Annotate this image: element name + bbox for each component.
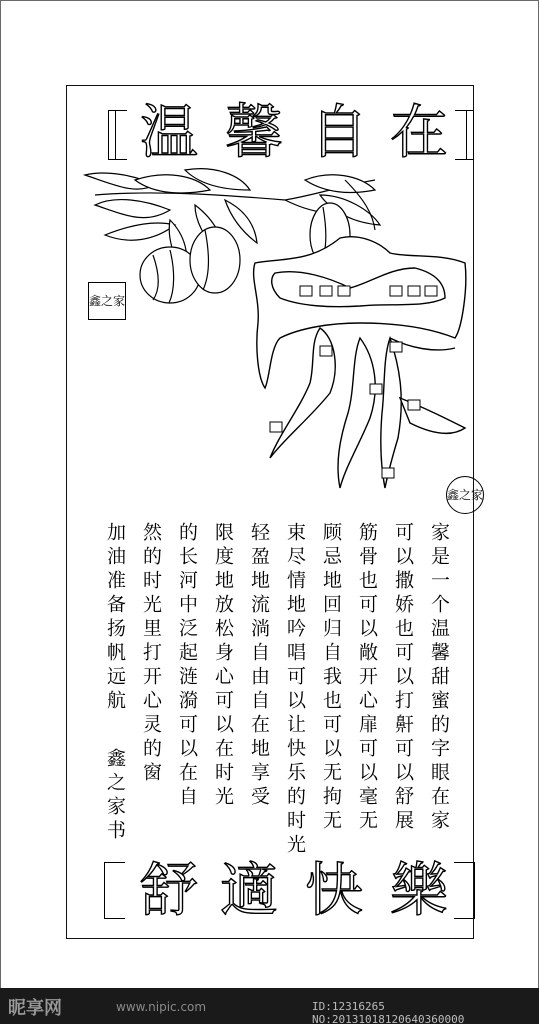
site-logo: 昵享网 [8,998,62,1019]
poem-column-7: 限度地放松身心可以在时光 [212,522,234,810]
site-url: www.nipic.com [116,1000,207,1014]
poem-column-8: 的长河中泛起涟漪可以在自 [176,522,198,810]
poem-column-4: 顾忌地回归自我也可以无拘无 [320,522,342,834]
title-char-3: 自 [310,98,369,166]
bottom-char-1: 舒 [140,856,199,924]
big-jia-character [240,228,470,498]
bottom-char-3: 快 [305,856,364,924]
image-id: ID:12316265 NO:20131018120640360000 [312,1000,465,1026]
bottom-char-4: 樂 [390,856,449,924]
bottom-title [100,855,470,935]
bottom-char-2: 適 [220,856,279,924]
poem-column-10: 加油准备扬帆远航 [104,522,126,714]
title-char-4: 在 [390,98,449,166]
watermark-bar [0,988,539,1024]
poem-column-9: 然的时光里打开心灵的窗 [140,522,162,786]
signature: 鑫之家书 [104,748,126,844]
seal-left: 鑫之家 [88,282,126,320]
title-char-2: 馨 [225,98,284,166]
title-char-1: 温 [140,98,199,166]
poem-column-3: 筋骨也可以敞开心扉可以毫无 [356,522,378,834]
poem-column-1: 家是一个温馨甜蜜的字眼在家 [428,522,450,834]
poem-column-2: 可以撒娇也可以打鼾可以舒展 [392,522,414,834]
title [110,92,480,172]
seal-right: 鑫之家 [446,476,484,514]
poem-column-6: 轻盈地流淌自由自在地享受 [248,522,270,810]
poem-column-5: 束尽情地吟唱可以让快乐的时光 [284,522,306,858]
